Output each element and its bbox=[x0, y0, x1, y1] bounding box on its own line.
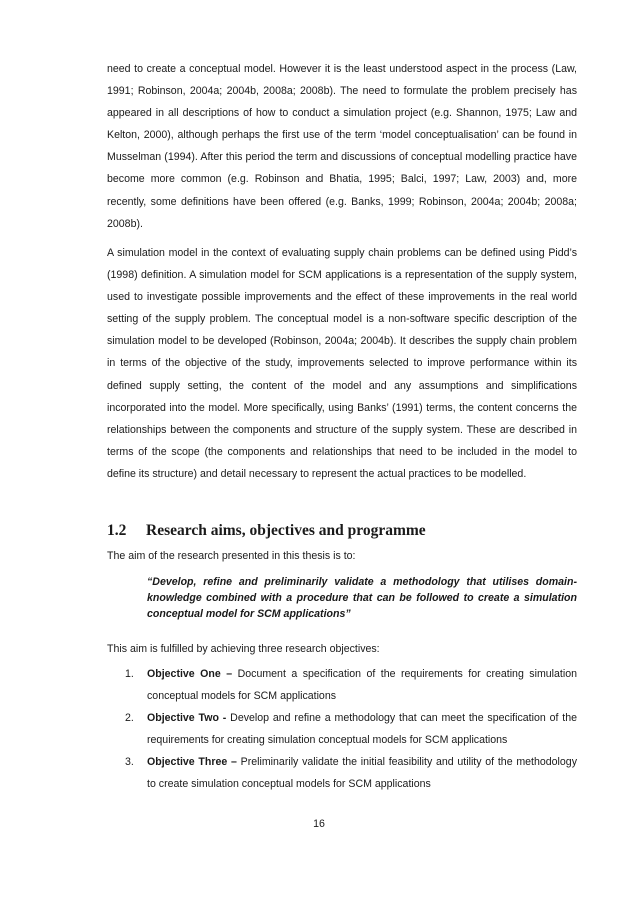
objective-item bbox=[107, 663, 577, 707]
objective-index: 3. bbox=[125, 756, 134, 769]
objective-label: Objective One – bbox=[147, 668, 233, 680]
section-number: 1.2 bbox=[107, 522, 127, 539]
objectives-list bbox=[107, 663, 577, 796]
paragraph-conceptual-model: need to create a conceptual model. However it is the least understood aspect in the process (Law, 1991; Robinson, 2004a; 2004b, 2008a; 2008b). The need to formulate the problem precisely has appeared in all descriptions of how to conduct a simulation project (e.g. Shannon, 1975; Law and Kelton, 2000), although perhaps the first use of the term ‘model conceptualisation’ can be found in Musselman (1994). After this period the term and discussions of conceptual modelling practice have become more common (e.g. Robinson and Bhatia, 1995; Balci, 1997; Law, 2003) and, more recently, some definitions have been offered (e.g. Banks, 1999; Robinson, 2004a; 2004b; 2008a; 2008b). bbox=[107, 63, 577, 230]
objective-item bbox=[107, 707, 577, 751]
objective-item bbox=[107, 751, 577, 795]
section-title: Research aims, objectives and programme bbox=[146, 522, 426, 539]
objectives-intro: This aim is fulfilled by achieving three research objectives: bbox=[107, 643, 380, 655]
objective-text: Document a specification of the requirements for creating simulation conceptual models for SCM applications bbox=[147, 668, 577, 703]
aim-intro: The aim of the research presented in this thesis is to: bbox=[107, 550, 356, 562]
objective-text: Develop and refine a methodology that can meet the specification of the requirements for creating simulation conceptual models for SCM applications bbox=[147, 712, 577, 747]
paragraph-simulation-definition: A simulation model in the context of evaluating supply chain problems can be defined using Pidd’s (1998) definition. A simulation model for SCM applications is a representation of the supply system, used to investigate possible improvements and the effect of these improvements in the real world setting of the supply problem. The conceptual model is a non-software specific description of the simulation model to be developed (Robinson, 2004a; 2004b). It describes the supply chain problem in terms of the objective of the study, improvements selected to improve performance within its defined supply setting, the content of the model and any assumptions and simplifications incorporated into the model. More specifically, using Banks’ (1991) terms, the content concerns the relationships between the components and structure of the supply system. These are described in terms of the scope (the components and relationships that need to be included in the model to define its structure) and detail necessary to represent the actual practices to be modelled. bbox=[107, 247, 577, 480]
objective-index: 2. bbox=[125, 712, 134, 725]
aim-quote: “Develop, refine and preliminarily validate a methodology that utilises domain-knowledge combined with a procedure that can be followed to create a simulation conceptual model for SCM applications” bbox=[147, 576, 577, 620]
objective-label: Objective Two - bbox=[147, 712, 227, 725]
objective-index: 1. bbox=[125, 668, 134, 680]
objective-text: Preliminarily validate the initial feasibility and utility of the methodology to create simulation conceptual models for SCM applications bbox=[147, 756, 577, 791]
objective-label: Objective Three – bbox=[147, 756, 237, 769]
section-heading bbox=[107, 522, 577, 540]
page-number: 16 bbox=[313, 818, 325, 830]
